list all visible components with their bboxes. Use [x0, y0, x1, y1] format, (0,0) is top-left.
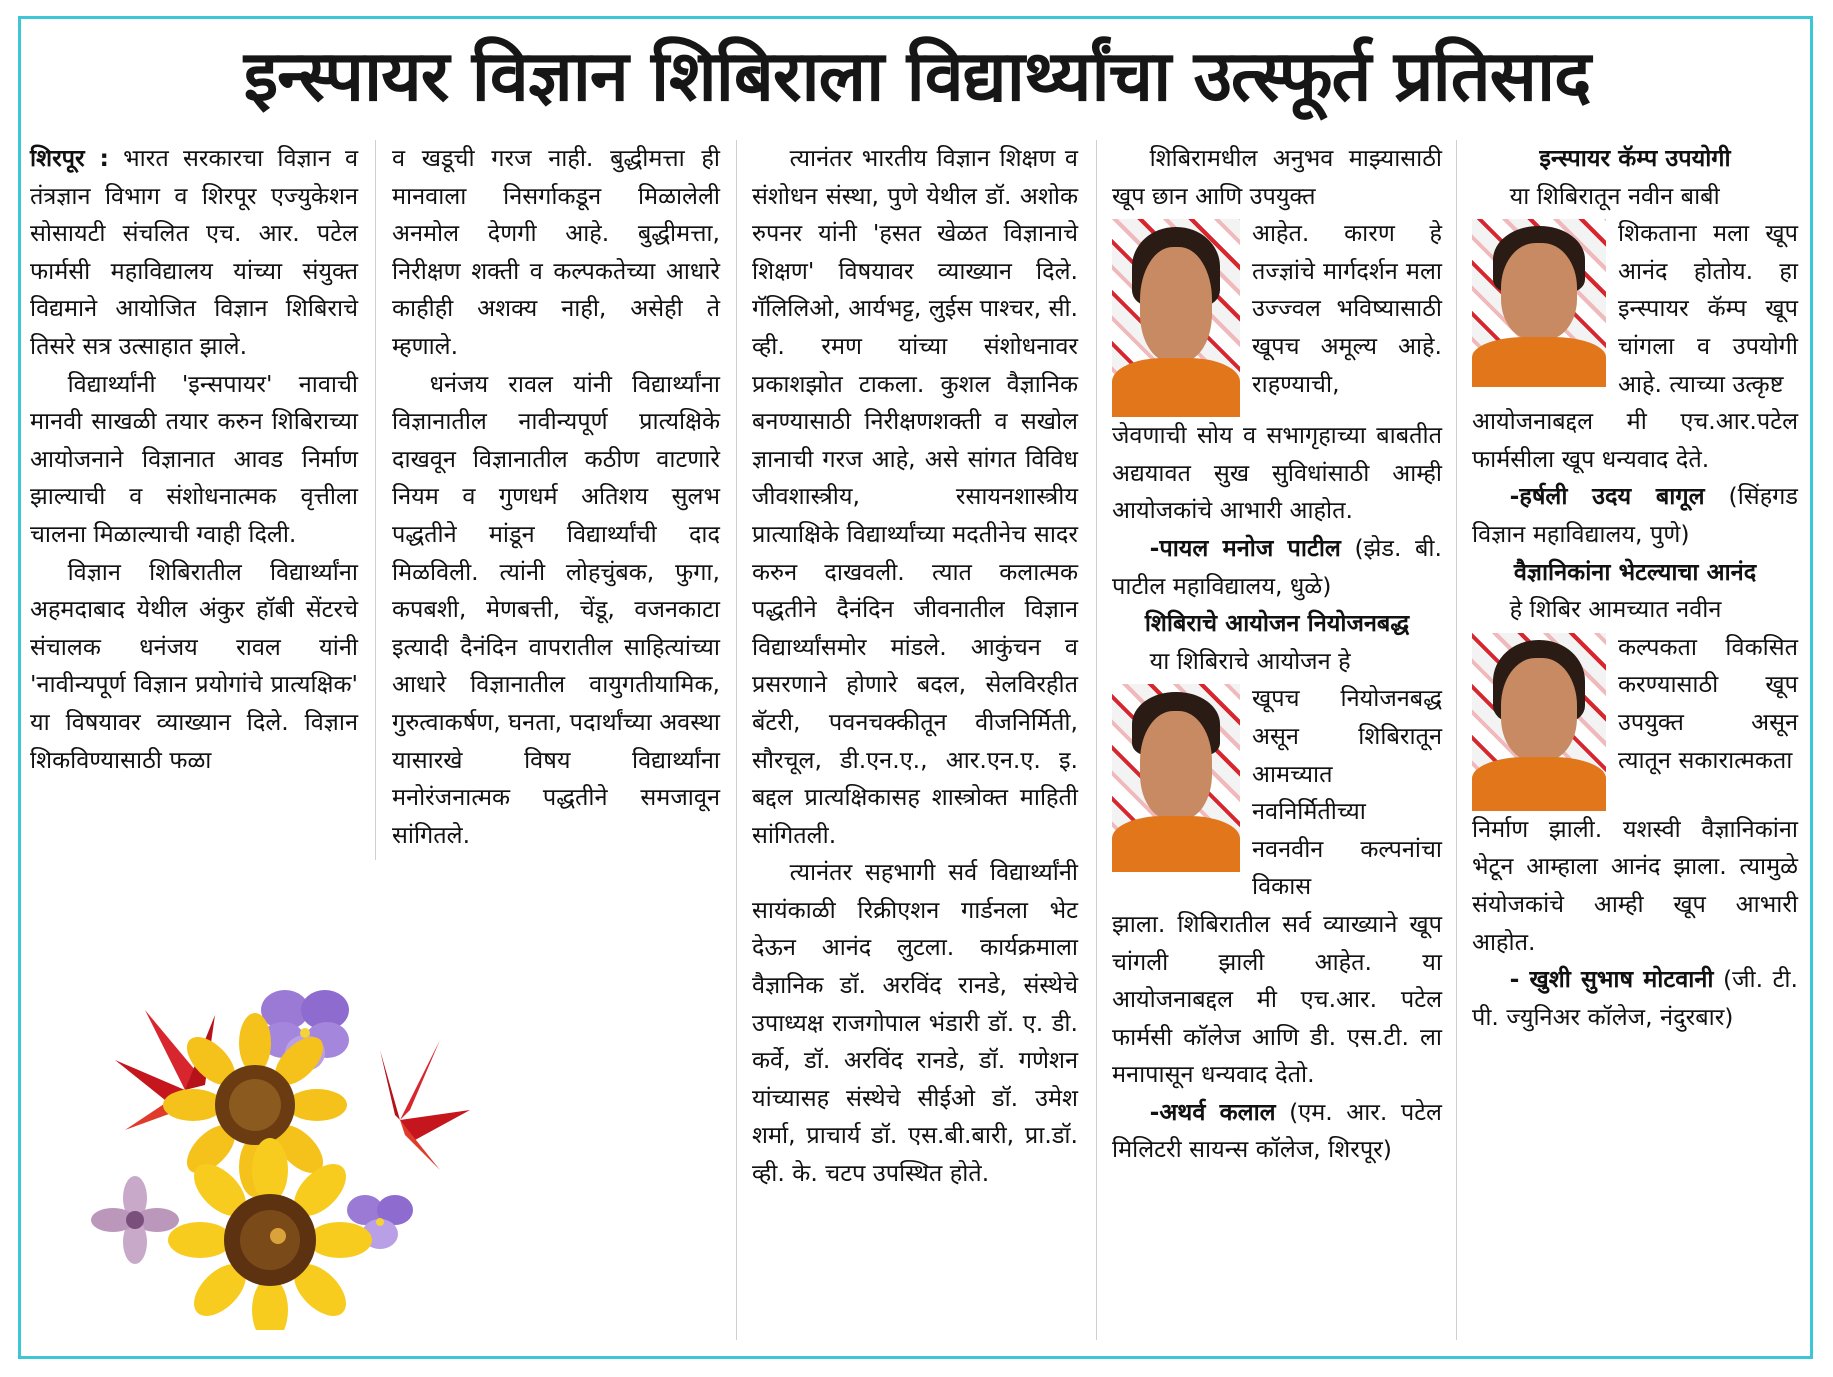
paragraph: व खडूची गरज नाही. बुद्धीमत्ता ही मानवाला निसर्गाकडून मिळालेली अनमोल देणगी आहे. बुद्धीमत्ता, निरीक्षण शक्ती व कल्पकतेच्या आधारे काहीही अशक्य नाही, असेही ते म्हणाले.	[392, 144, 720, 360]
article-column-3	[752, 140, 1078, 1193]
signature-name: -पायल मनोज पाटील	[1149, 533, 1341, 562]
paragraph: त्यानंतर सहभागी सर्व विद्यार्थ्यांनी सायंकाळी रिक्रीएशन गार्डनला भेट देऊन आनंद लुटला. कार्यक्रमाला वैज्ञानिक डॉ. अरविंद रानडे, संस्थेचे उपाध्यक्ष राजगोपाल भंडारी डॉ. ए. डी. कर्वे, डॉ. अरविंद रानडे, डॉ. गणेशन यांच्यासह संस्थेचे सीईओ डॉ. उमेश शर्मा, प्राचार्य डॉ. एस.बी.बारी, प्रा.डॉ. व्ही. के. चटप उपस्थित होते.	[752, 858, 1078, 1188]
paragraph: धनंजय रावल यांनी विद्यार्थ्यांना विज्ञानातील नावीन्यपूर्ण प्रात्यक्षिके दाखवून विज्ञानातील कठीण वाटणारे नियम व गुणधर्म अतिशय सुलभ पद्धतीने मांडून विद्यार्थ्यांची दाद मिळविली. त्यांनी लोहचुंबक, फुगा, कपबशी, मेणबत्ती, चेंडू, वजनकाटा इत्यादी दैनंदिन वापरातील साहित्यांच्या आधारे विज्ञानातील वायुगतीयामिक, गुरुत्वाकर्षण, घनता, पदार्थांच्या अवस्था यासारखे विषय विद्यार्थ्यांना मनोरंजनात्मक पद्धतीने समजावून सांगितले.	[392, 369, 720, 849]
signature	[1112, 1094, 1442, 1169]
testimonial-text: या शिबिरातून नवीन बाबी	[1509, 181, 1720, 210]
testimonial-text: हे शिबिर आमच्यात नवीन	[1509, 595, 1722, 624]
signature-name: -अथर्व कलाल	[1149, 1097, 1276, 1126]
signature-affiliation: (सिंहगड विज्ञान महाविद्यालय, पुणे)	[1472, 482, 1798, 548]
testimonial-text: शिकताना मला खूप आनंद होतोय. हा इन्स्पायर कॅम्प खूप चांगला व उपयोगी आहे. त्याच्या उत्कृष्ट	[1618, 219, 1798, 398]
signature-affiliation: (झेड. बी. पाटील महाविद्यालय, धुळे)	[1112, 533, 1442, 600]
paragraph: विज्ञान शिबिरातील विद्यार्थ्यांना अहमदाबाद येथील अंकुर हॉबी सेंटरचे संचालक धनंजय रावल यांनी 'नावीन्यपूर्ण विज्ञान प्रयोगांचे प्रात्यक्षिक' या विषयावर व्याख्यान दिले. विज्ञान शिकविण्यासाठी फळा	[30, 557, 358, 774]
testimonial-text: शिबिरामधील अनुभव माझ्यासाठी खूप छान आणि उपयुक्त	[1112, 144, 1442, 210]
testimonial-text: जेवणाची सोय व सभागृहाच्या बाबतीत अद्ययावत सुख सुविधांसाठी आम्ही आयोजकांचे आभारी आहोत.	[1112, 421, 1442, 525]
article-column-1	[30, 140, 358, 779]
paragraph: त्यानंतर भारतीय विज्ञान शिक्षण व संशोधन संस्था, पुणे येथील डॉ. अशोक रुपनर यांनी 'हसत खेळत विज्ञानाचे शिक्षण' विषयावर व्याख्यान दिले. गॅलिलिओ, आर्यभट्ट, लुईस पाश्चर, सी. व्ही. रमण यांच्या संशोधनावर प्रकाशझोत टाकला. कुशल वैज्ञानिक बनण्यासाठी निरीक्षणशक्ती व सखोल ज्ञानाची गरज आहे, असे सांगत विविध जीवशास्त्रीय, रसायनशास्त्रीय प्रात्याक्षिके विद्यार्थ्यांच्या मदतीनेच सादर करुन दाखवली. त्यात कलात्मक पद्धतीने दैनंदिन जीवनातील विज्ञान विद्यार्थ्यांसमोर मांडले. आकुंचन व प्रसरणाने होणारे बदल, सेलविरहीत बॅटरी, पवनचक्कीतून वीजनिर्मिती, सौरचूल, डी.एन.ए., आर.एन.ए. इ. बद्दल प्रात्यक्षिकासह शास्त्रोक्त माहिती सांगितली.	[752, 144, 1079, 849]
column-separator	[736, 140, 737, 1340]
subheading: वैज्ञानिकांना भेटल्याचा आनंद	[1513, 557, 1757, 586]
testimonial-column-2	[1472, 140, 1798, 1036]
signature	[1472, 478, 1798, 553]
subheading: शिबिराचे आयोजन नियोजनबद्ध	[1144, 609, 1410, 638]
student-photo	[1472, 633, 1606, 811]
signature-name: -हर्षली उदय बागूल	[1509, 482, 1705, 511]
paragraph: विद्यार्थ्यांनी 'इन्सपायर' नावाची मानवी साखळी तयार करुन शिबिराच्या आयोजनाने विज्ञानात आवड निर्माण झाल्याची व संशोधनात्मक वृत्तीला चालना मिळाल्याची ग्वाही दिली.	[30, 369, 358, 548]
sunflower-icon	[168, 1138, 372, 1330]
signature-name: - खुशी सुभाष मोटवानी	[1509, 965, 1714, 994]
testimonial-text: निर्माण झाली. यशस्वी वैज्ञानिकांना भेटून आम्हाला आनंद झाला. त्यामुळे संयोजकांचे आम्ही खूप आभारी आहोत.	[1472, 814, 1798, 956]
flower-bouquet-decoration	[90, 970, 470, 1330]
student-photo	[1112, 219, 1240, 417]
testimonial-text: आहेत. कारण हे तज्ज्ञांचे मार्गदर्शन मला उज्ज्वल भविष्यासाठी खूपच अमूल्य आहे. राहण्याची,	[1252, 219, 1442, 398]
dateline: शिरपूर :	[30, 144, 109, 172]
crown-flower-icon	[91, 1176, 179, 1264]
signature	[1472, 961, 1798, 1036]
paragraph-text: भारत सरकारचा विज्ञान व तंत्रज्ञान विभाग व शिरपूर एज्युकेशन सोसायटी संचलित एच. आर. पटेल फार्मसी महाविद्यालय यांच्या संयुक्त विद्यमाने आयोजित विज्ञान शिबिराचे तिसरे सत्र उत्साहात झाले.	[30, 144, 359, 360]
testimonial-text: या शिबिराचे आयोजन हे	[1149, 646, 1351, 675]
column-separator	[1096, 140, 1097, 1340]
testimonial-text: खूपच नियोजनबद्ध असून शिबिरातून आमच्यात नवनिर्मितीच्या नवनवीन कल्पनांचा विकास	[1252, 684, 1442, 901]
signature	[1112, 530, 1442, 605]
testimonial-text: आयोजनाबद्दल मी एच.आर.पटेल फार्मसीला खूप धन्यवाद देते.	[1472, 407, 1798, 473]
column-separator	[1456, 140, 1457, 1340]
student-photo	[1472, 219, 1606, 387]
subheading: इन्स्पायर कॅम्प उपयोगी	[1539, 144, 1731, 172]
student-photo	[1112, 684, 1240, 872]
red-lily-icon	[380, 1040, 470, 1170]
testimonial-text: कल्पकता विकसित करण्यासाठी खूप उपयुक्त असून त्यातून सकारात्मकता	[1618, 632, 1798, 774]
column-separator	[375, 140, 376, 860]
headline: इन्स्पायर विज्ञान शिबिराला विद्यार्थ्यांचा उत्स्फूर्त प्रतिसाद	[243, 35, 1591, 117]
signature-affiliation: (एम. आर. पटेल मिलिटरी सायन्स कॉलेज, शिरपूर)	[1112, 1097, 1442, 1164]
testimonial-text: झाला. शिबिरातील सर्व व्याख्याने खूप चांगली झाली आहेत. या आयोजनाबद्दल मी एच.आर. पटेल फार्मसी कॉलेज आणि डी. एस.टी. ला मनापासून धन्यवाद देतो.	[1112, 909, 1442, 1089]
article-column-2	[392, 140, 720, 854]
signature-affiliation: (जी. टी. पी. ज्युनिअर कॉलेज, नंदुरबार)	[1472, 965, 1798, 1031]
paragraph	[30, 140, 358, 366]
testimonial-column-1	[1112, 140, 1442, 1169]
